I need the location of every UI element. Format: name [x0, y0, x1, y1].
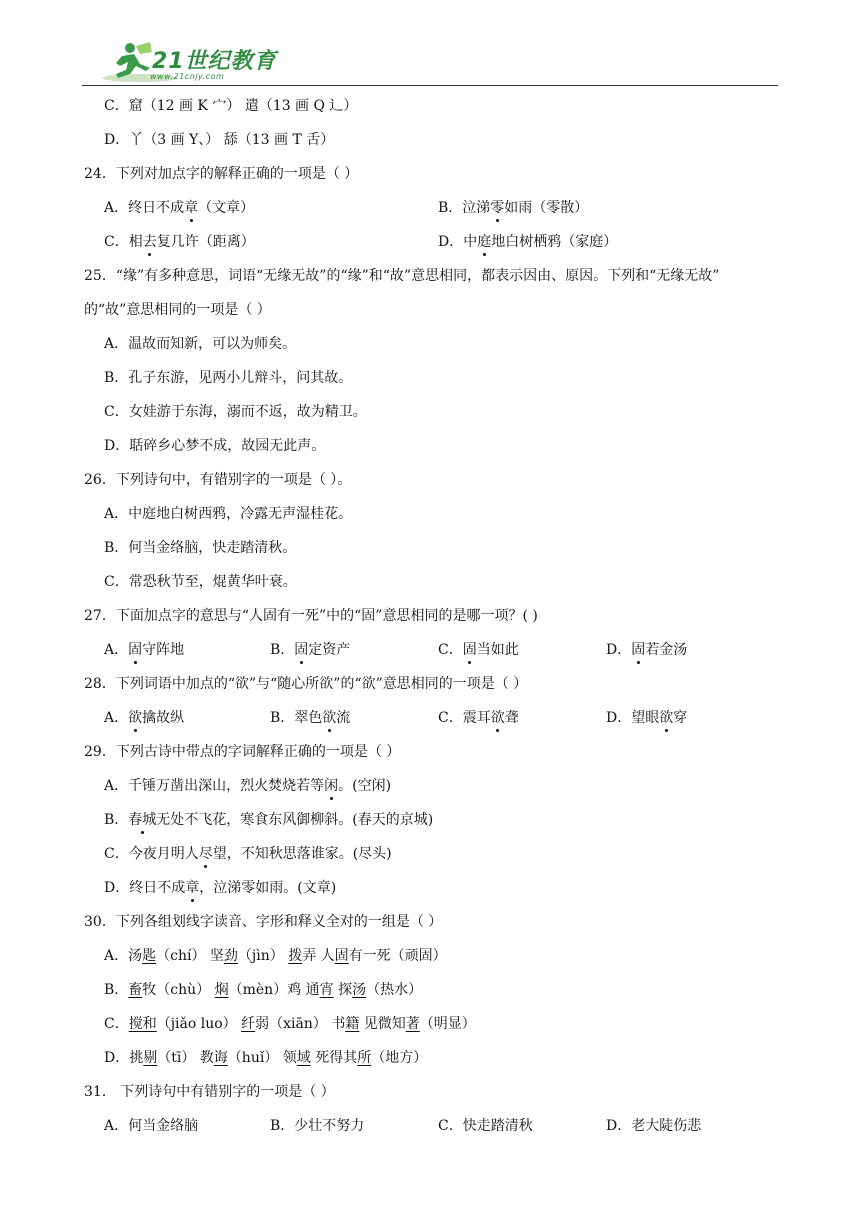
text-segment: B．孔子东游，见两小儿辩斗，问其故。 [104, 370, 353, 386]
answer-option [606, 708, 687, 728]
dotted-char: 去 [142, 234, 157, 250]
text-segment: B．少壮不努力 [270, 1118, 365, 1134]
text-segment: B． [104, 812, 129, 828]
dotted-char: 固 [462, 642, 477, 658]
underlined-char: 焖 [214, 982, 229, 998]
underlined-char: 畜 [128, 982, 143, 998]
answer-option [104, 436, 325, 456]
text-segment: A．何当金络脑 [104, 1118, 199, 1134]
answer-option [438, 708, 519, 728]
answer-option [104, 572, 297, 592]
answer-option [104, 130, 334, 150]
text-segment: D．中 [438, 234, 478, 250]
dotted-char: 欲 [128, 710, 143, 726]
text-segment: A．汤 [104, 948, 143, 964]
underlined-char: 纤 [241, 1016, 256, 1032]
text-segment: D．挑 [104, 1050, 144, 1066]
text-segment: （tī） 教 [157, 1050, 214, 1066]
answer-option [104, 1116, 198, 1136]
text-segment: C．女娃游于东海，溺而不返，故为精卫。 [104, 404, 367, 420]
answer-option [438, 1116, 533, 1136]
underlined-char: 拨 [288, 948, 303, 964]
text-segment: 26．下列诗句中，有错别字的一项是（ ）。 [84, 472, 352, 488]
question-stem [84, 266, 719, 286]
answer-option [104, 776, 391, 796]
text-segment: A． [104, 642, 129, 658]
text-segment: 擒故纵 [142, 710, 185, 726]
text-segment: A．千锤万凿出深山，烈火焚烧若等 [104, 778, 325, 794]
dotted-char: 尽 [198, 846, 213, 862]
dotted-char: 固 [631, 642, 646, 658]
header-rule [82, 85, 778, 86]
text-segment: 流 [336, 710, 351, 726]
answer-option [104, 198, 254, 218]
answer-option [104, 980, 422, 1000]
underlined-char: 搅和 [128, 1016, 157, 1032]
dotted-char: 零 [490, 200, 505, 216]
answer-option [104, 504, 352, 524]
text-segment: （mèn）鸡 通 [228, 982, 320, 998]
page-header [0, 0, 860, 90]
answer-option [104, 946, 447, 966]
text-segment: 24．下列对加点字的解释正确的一项是（ ） [84, 166, 359, 182]
text-segment: D．聒碎乡心梦不成，故园无此声。 [104, 438, 326, 454]
text-segment: C． [104, 1016, 129, 1032]
underlined-char: 剔 [143, 1050, 158, 1066]
dotted-char: 章 [184, 200, 199, 216]
text-segment: A．中庭地白树西鸦，冷露无声湿桂花。 [104, 506, 353, 522]
text-segment: 定资产 [308, 642, 351, 658]
text-segment: （地方） [371, 1050, 428, 1066]
text-segment: （jìn） [237, 948, 289, 964]
text-segment: ，泣涕零如雨。(文章) [199, 880, 337, 896]
text-segment: C．常恐秋节至，焜黄华叶衰。 [104, 574, 297, 590]
answer-option [104, 96, 357, 116]
underlined-char: 诲 [213, 1050, 228, 1066]
dotted-char: 章 [185, 880, 200, 896]
underlined-char: 劲 [223, 948, 238, 964]
text-segment: A．终日不成 [104, 200, 185, 216]
answer-option [104, 1014, 476, 1034]
answer-option [104, 334, 296, 354]
answer-option [104, 810, 433, 830]
text-segment: A． [104, 710, 129, 726]
answer-option [270, 1116, 364, 1136]
text-segment: D．老大陡伤悲 [606, 1118, 702, 1134]
underlined-char: 汤 [352, 982, 367, 998]
text-segment: 探 [333, 982, 353, 998]
text-segment: 27．下面加点字的意思与“人固有一死”中的“固”意思相同的是哪一项？( ) [84, 608, 538, 624]
dotted-char: 欲 [322, 710, 337, 726]
answer-option [438, 198, 588, 218]
text-segment: C．震耳 [438, 710, 491, 726]
text-segment: 死得其 [310, 1050, 358, 1066]
question-stem [84, 606, 538, 626]
text-segment: 望，不知秋思落谁家。(尽头) [212, 846, 392, 862]
text-segment: 见微知 [359, 1016, 406, 1032]
text-segment: 29．下列古诗中带点的字词解释正确的一项是（ ） [84, 744, 401, 760]
question-stem [84, 470, 351, 490]
text-segment: （huǐ） 领 [227, 1050, 297, 1066]
text-segment: C．今夜月明人 [104, 846, 199, 862]
dotted-char: 闲 [324, 778, 339, 794]
answer-option [104, 538, 296, 558]
question-stem [84, 674, 527, 694]
text-segment: C． [438, 642, 463, 658]
dotted-char: 欲 [659, 710, 674, 726]
text-segment: D． [606, 642, 632, 658]
text-segment: 25．“缘”有多种意思，词语“无缘无故”的“缘”和“故”意思相同，都表示因由、原因。下列和“无缘无故” [84, 268, 720, 284]
text-segment: 无处不飞花，寒食东风御柳斜。(春天的京城) [156, 812, 434, 828]
underlined-char: 所 [357, 1050, 372, 1066]
text-segment: 的“故”意思相同的一项是（ ） [84, 302, 271, 318]
text-segment: （jiǎo luo） [156, 1016, 242, 1032]
underlined-char: 籍 [345, 1016, 360, 1032]
logo-url: www.21cnjy.com [150, 72, 225, 81]
text-segment: C．相 [104, 234, 143, 250]
underlined-char: 宵 [319, 982, 334, 998]
dotted-char: 春城 [128, 812, 157, 828]
question-stem [84, 1082, 335, 1102]
dotted-char: 欲 [490, 710, 505, 726]
question-stem [84, 300, 271, 320]
answer-option [438, 232, 617, 252]
answer-option [104, 844, 392, 864]
text-segment: 复几许（距离） [156, 234, 255, 250]
answer-option [104, 402, 367, 422]
answer-option [438, 640, 519, 660]
text-segment: 牧（chù） [142, 982, 215, 998]
text-segment: 30．下列各组划线字读音、字形和释义全对的一组是（ ） [84, 914, 443, 930]
answer-option [270, 640, 350, 660]
logo-text: 21世纪教育 [152, 49, 277, 74]
text-segment: 弱（xiān） 书 [255, 1016, 346, 1032]
question-stem [84, 742, 400, 762]
text-segment: 聋 [504, 710, 519, 726]
text-segment: B． [104, 982, 129, 998]
text-segment: D．终日不成 [104, 880, 186, 896]
dotted-char: 固 [128, 642, 143, 658]
text-segment: 穿 [673, 710, 688, 726]
text-segment: 地白树栖鸦（家庭） [491, 234, 618, 250]
text-segment: （热水） [366, 982, 423, 998]
underlined-char: 域 [296, 1050, 311, 1066]
text-segment: B．翠色 [270, 710, 323, 726]
question-stem [84, 164, 358, 184]
text-segment: 弄 人 [302, 948, 335, 964]
dotted-char: 固 [294, 642, 309, 658]
answer-option [104, 1048, 427, 1068]
text-segment: 31． 下列诗句中有错别字的一项是（ ） [84, 1084, 335, 1100]
text-segment: 当如此 [476, 642, 519, 658]
question-stem [84, 912, 442, 932]
text-segment: 若金汤 [645, 642, 688, 658]
answer-option [104, 232, 255, 252]
text-segment: 28．下列词语中加点的“欲”与“随心所欲”的“欲”意思相同的一项是（ ） [84, 676, 528, 692]
text-segment: B．泣涕 [438, 200, 491, 216]
underlined-char: 固 [334, 948, 349, 964]
answer-option [104, 640, 184, 660]
text-segment: B．何当金络脑，快走踏清秋。 [104, 540, 297, 556]
underlined-char: 匙 [142, 948, 157, 964]
text-segment: B． [270, 642, 295, 658]
text-segment: 守阵地 [142, 642, 185, 658]
text-segment: （明显） [419, 1016, 476, 1032]
answer-option [270, 708, 350, 728]
answer-option [606, 1116, 701, 1136]
answer-option [104, 368, 352, 388]
answer-option [104, 708, 184, 728]
text-segment: C．快走踏清秋 [438, 1118, 533, 1134]
text-segment: 。(空闲) [338, 778, 392, 794]
text-segment: D．望眼 [606, 710, 660, 726]
text-segment: A．温故而知新，可以为师矣。 [104, 336, 297, 352]
underlined-char: 著 [405, 1016, 420, 1032]
answer-option [606, 640, 687, 660]
text-segment: D．丫（3 画 Y、） 舔（13 画 T 舌） [104, 132, 335, 148]
text-segment: （文章） [198, 200, 255, 216]
text-segment: C．窟（12 画 K 宀） 遣（13 画 Q 辶） [104, 98, 358, 114]
text-segment: 有一死（顽固） [348, 948, 447, 964]
dotted-char: 庭 [477, 234, 492, 250]
answer-option [104, 878, 336, 898]
text-segment: 如雨（零散） [504, 200, 589, 216]
text-segment: （chí） 坚 [156, 948, 224, 964]
